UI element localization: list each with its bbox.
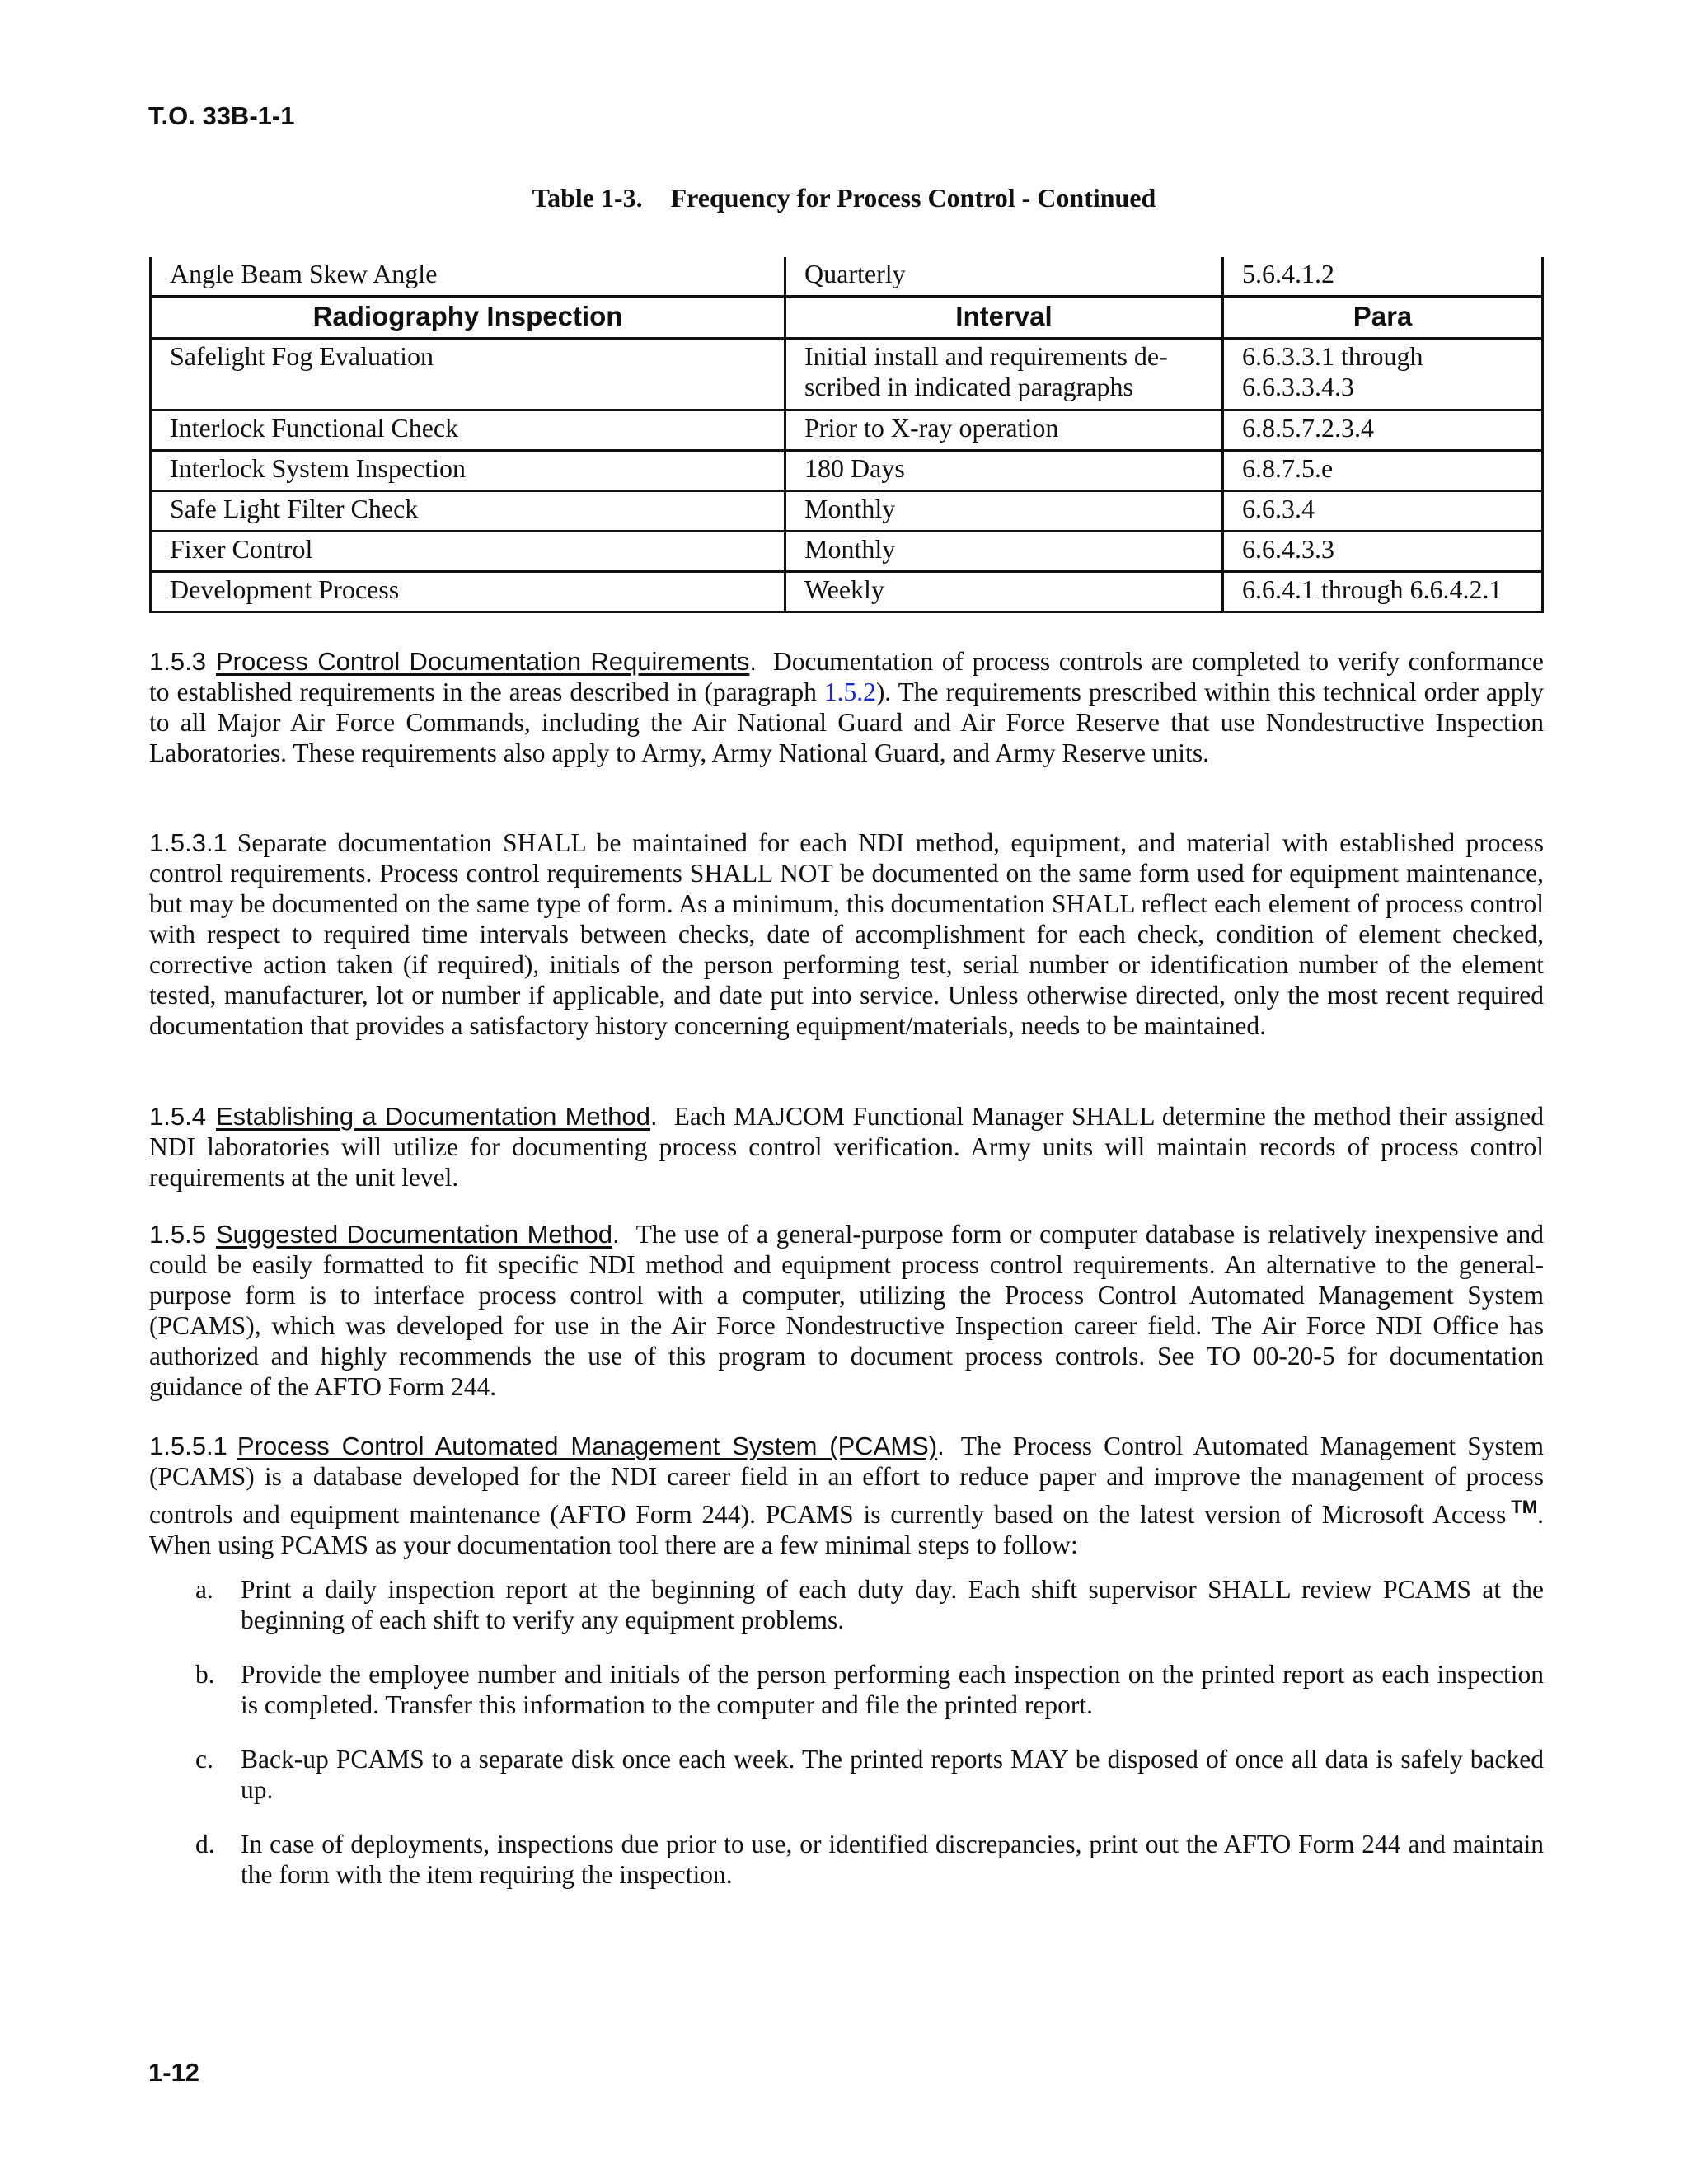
paragraph-1-5-5-1: 1.5.5.1 Process Control Automated Management System (PCAMS). The Process Control Automated Management System (PCAMS) is a database developed for the NDI career field in an effort to reduce paper and improve the management of process controls and equipment maintenance (AFTO Form 244). PCAMS is currently based on the latest version of Microsoft Access ™. When using PCAMS as your documentation tool there are a few minimal steps to follow:	[149, 1432, 1545, 1559]
paragraph-1-5-5: 1.5.5 Suggested Documentation Method. The use of a general-purpose form or computer database is relatively inexpensive and could be easily formatted to fit specific NDI method and equipment process control requirements. An alternative to the general-purpose form is to interface process control with a computer, utilizing the Process Control Automated Management System (PCAMS), which was developed for use in the Air Force Nondestructive Inspection career field. The Air Force NDI Office has authorized and highly recommends the use of this program to document process controls. See TO 00-20-5 for documentation guidance of the AFTO Form 244.	[149, 1220, 1544, 1401]
table-title	[0, 183, 1688, 213]
table-cell: Development Process	[151, 572, 785, 612]
document-id: T.O. 33B-1-1	[148, 101, 295, 130]
list-letter: c.	[195, 1745, 213, 1774]
cell-line: 6.6.3.3.1 through	[1242, 341, 1423, 371]
list-item	[195, 1829, 1544, 1890]
paragraph-1-5-4: 1.5.4 Establishing a Documentation Method. Each MAJCOM Functional Manager SHALL determine the method their assigned NDI laboratories will utilize for documenting process control verification. Army units will maintain records of process control requirements at the unit level.	[149, 1102, 1544, 1192]
paragraph-text: Each MAJCOM Functional Manager SHALL determine the method their assigned NDI laboratories will utilize for documenting process control verification. Army units will maintain records of process control requirements at the unit level.	[149, 1102, 1544, 1192]
table-cell: 6.8.7.5.e	[1223, 451, 1543, 491]
table-row	[151, 451, 1543, 491]
table-cell: Safelight Fog Evaluation	[151, 339, 785, 410]
table-row	[151, 572, 1543, 612]
page-number: 1-12	[148, 2058, 200, 2087]
table-cell	[785, 339, 1223, 410]
list-text: Print a daily inspection report at the beginning of each duty day. Each shift supervisor SHALL review PCAMS at the beginning of each shift to verify any equipment problems.	[241, 1575, 1544, 1634]
section-title: Suggested Documentation Method	[215, 1220, 612, 1249]
column-header: Interval	[785, 297, 1223, 339]
section-title: Establishing a Documentation Method	[215, 1102, 650, 1131]
table-row	[151, 257, 1543, 297]
paragraph-text: ). The requirements prescribed within this technical order apply to all Major Air Force Commands, including the Air National Guard and Air Force Reserve that use Nondestructive Inspection Laboratories. These requirements also apply to Army, Army National Guard, and Army Reserve units.	[149, 677, 1544, 767]
table-cell: Interlock Functional Check	[151, 410, 785, 451]
cell-line: 6.6.3.3.4.3	[1242, 372, 1354, 401]
table-caption: Frequency for Process Control - Continued	[670, 183, 1156, 213]
table-cell: Safe Light Filter Check	[151, 491, 785, 532]
section-number: 1.5.3	[149, 647, 206, 676]
list-text: In case of deployments, inspections due prior to use, or identified discrepancies, print out the AFTO Form 244 and maintain the form with the item requiring the inspection.	[241, 1830, 1544, 1889]
paragraph-text: Separate documentation SHALL be maintained for each NDI method, equipment, and material with established process control requirements. Process control requirements SHALL NOT be documented on the same form used for equipment maintenance, but may be documented on the same type of form. As a minimum, this documentation SHALL reflect each element of process control with respect to required time intervals between checks, date of accomplishment for each check, condition of element checked, corrective action taken (if required), initials of the person performing test, serial number or identification number of the element tested, manufacturer, lot or number if applicable, and date put into service. Unless otherwise directed, only the most recent required documentation that provides a satisfactory history concerning equipment/materials, needs to be maintained.	[149, 828, 1544, 1040]
section-number: 1.5.5.1	[149, 1432, 227, 1460]
paragraph-text: The use of a general-purpose form or computer database is relatively inexpensive and could be easily formatted to fit specific NDI method and equipment process control requirements. An alternative to the general-purpose form is to interface process control with a computer, utilizing the Process Control Automated Management System (PCAMS), which was developed for use in the Air Force Nondestructive Inspection career field. The Air Force NDI Office has authorized and highly recommends the use of this program to document process controls. See TO 00-20-5 for documentation guidance of the AFTO Form 244.	[149, 1220, 1544, 1401]
section-title: Process Control Automated Management System (PCAMS)	[237, 1432, 938, 1460]
table-cell: 6.6.4.3.3	[1223, 532, 1543, 572]
paragraph-text: The Process Control Automated Management System (PCAMS) is a database developed for the NDI career field in an effort to reduce paper and improve the management of process controls and equipment maintenance (AFTO Form 244). PCAMS is currently based on the latest version of Microsoft Access	[149, 1432, 1545, 1529]
list-letter: b.	[195, 1660, 215, 1689]
table-cell: 5.6.4.1.2	[1223, 257, 1543, 297]
cell-line: scribed in indicated paragraphs	[804, 372, 1133, 401]
list-text: Back-up PCAMS to a separate disk once each week. The printed reports MAY be disposed of once all data is safely backed up.	[241, 1745, 1544, 1804]
table-number: Table 1-3.	[532, 183, 643, 213]
paragraph-link[interactable]: 1.5.2	[823, 677, 876, 706]
table-row	[151, 339, 1543, 410]
section-title: Process Control Documentation Requirements	[215, 647, 750, 676]
table-row	[151, 491, 1543, 532]
table-cell: 6.8.5.7.2.3.4	[1223, 410, 1543, 451]
table-cell: Weekly	[785, 572, 1223, 612]
table-cell: Monthly	[785, 532, 1223, 572]
list-item	[195, 1659, 1544, 1720]
table-cell: Prior to X-ray operation	[785, 410, 1223, 451]
table-row	[151, 532, 1543, 572]
paragraph-text: . When using PCAMS as your documentation tool there are a few minimal steps to follow:	[149, 1500, 1544, 1559]
table-cell: 6.6.3.4	[1223, 491, 1543, 532]
process-control-table	[149, 257, 1544, 613]
paragraph-1-5-3: 1.5.3 Process Control Documentation Requirements. Documentation of process controls are completed to verify conformance to established requirements in the areas described in (paragraph 1.5.2). The requirements prescribed within this technical order apply to all Major Air Force Commands, including the Air National Guard and Air Force Reserve that use Nondestructive Inspection Laboratories. These requirements also apply to Army, Army National Guard, and Army Reserve units.	[149, 647, 1544, 767]
column-header: Radiography Inspection	[151, 297, 785, 339]
table-cell: Interlock System Inspection	[151, 451, 785, 491]
list-item	[195, 1574, 1544, 1635]
section-number: 1.5.5	[149, 1220, 206, 1249]
cell-line: Initial install and requirements de-	[804, 341, 1168, 371]
section-number: 1.5.4	[149, 1102, 206, 1131]
column-header: Para	[1223, 297, 1543, 339]
table-header-row	[151, 297, 1543, 339]
table-cell: Monthly	[785, 491, 1223, 532]
list-letter: d.	[195, 1830, 215, 1858]
list-letter: a.	[195, 1575, 213, 1604]
table-cell: 6.6.4.1 through 6.6.4.2.1	[1223, 572, 1543, 612]
table-cell	[1223, 339, 1543, 410]
table-cell: Quarterly	[785, 257, 1223, 297]
paragraph-1-5-3-1	[149, 827, 1544, 1041]
table-cell: Angle Beam Skew Angle	[151, 257, 785, 297]
paragraph-text: Documentation of process controls are completed to verify conformance to established requirements in the areas described in (paragraph	[149, 647, 1544, 706]
section-number: 1.5.3.1	[149, 828, 227, 857]
table-cell: 180 Days	[785, 451, 1223, 491]
table-row	[151, 410, 1543, 451]
trademark-mark: TM	[1511, 1497, 1538, 1517]
table-cell: Fixer Control	[151, 532, 785, 572]
list-text: Provide the employee number and initials of the person performing each inspection on the printed report as each inspection is completed. Transfer this information to the computer and file the printed report.	[241, 1660, 1544, 1719]
list-item	[195, 1744, 1544, 1805]
